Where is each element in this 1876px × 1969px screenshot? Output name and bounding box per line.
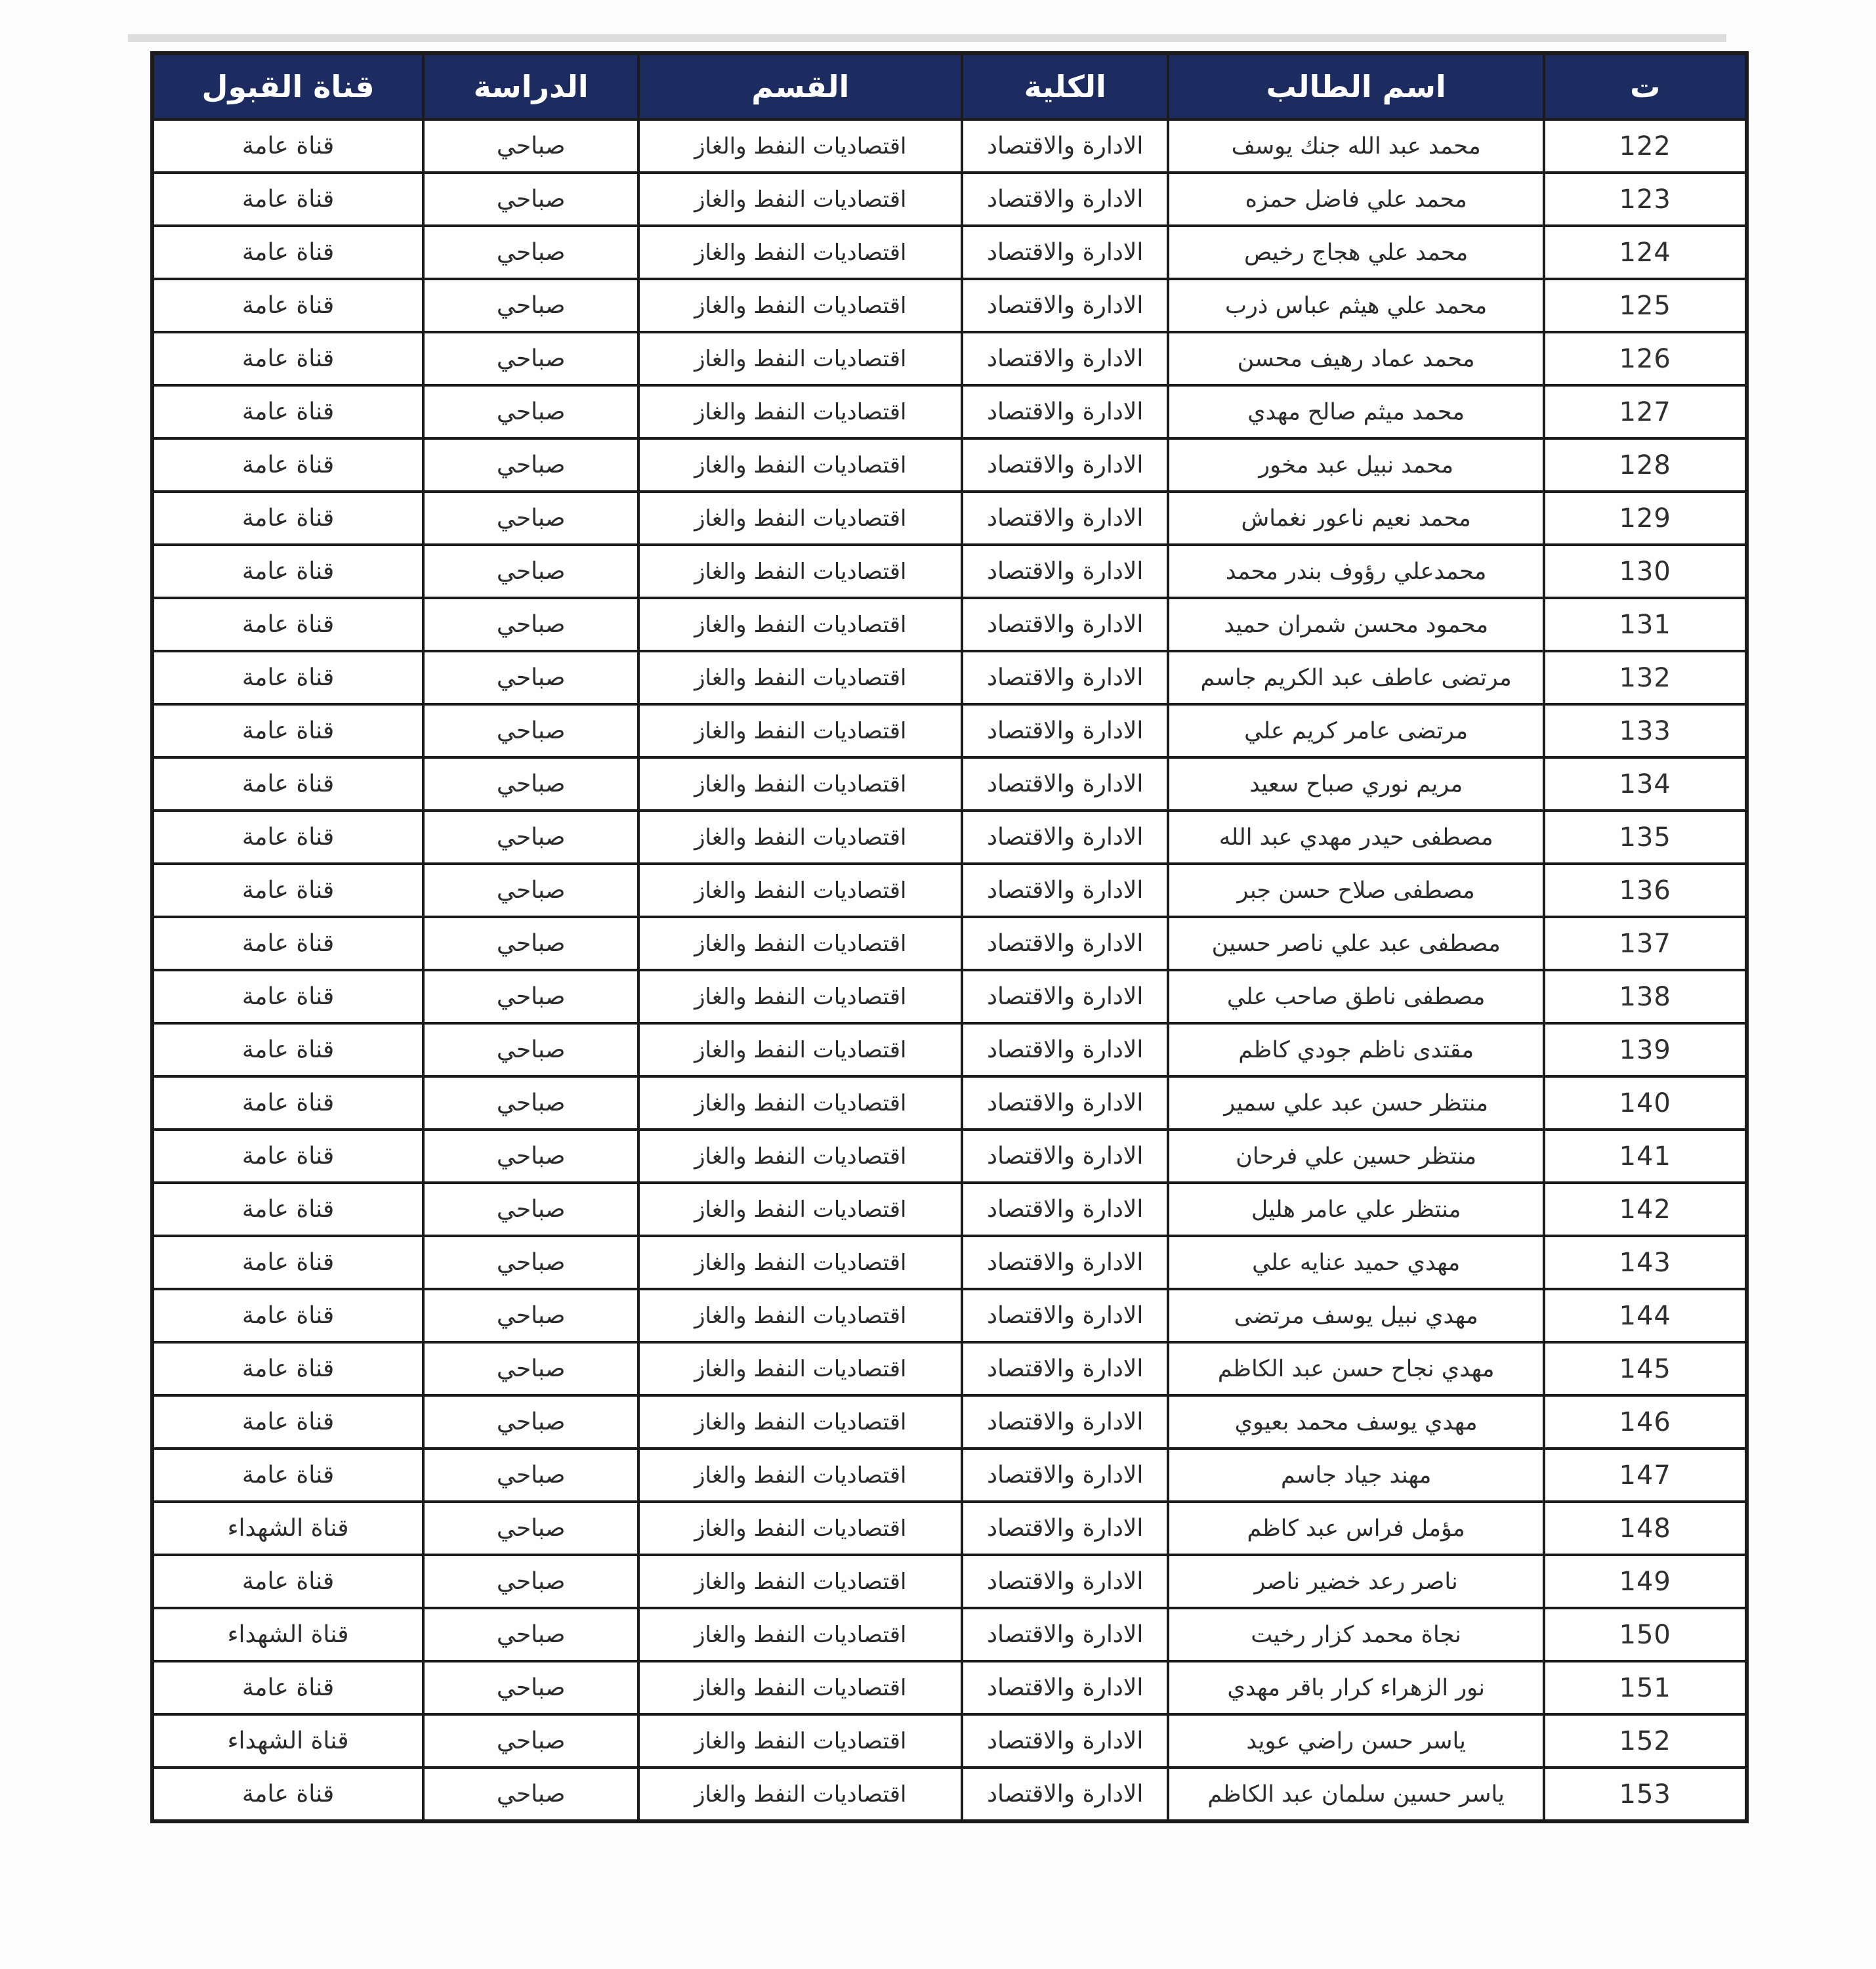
cell-college: الادارة والاقتصاد [962,1449,1167,1502]
cell-channel: قناة عامة [152,811,423,864]
cell-no: 133 [1544,704,1747,757]
header-cell-no: ت [1544,53,1747,119]
cell-dept: اقتصاديات النفط والغاز [638,1342,962,1395]
cell-no: 129 [1544,492,1747,545]
cell-study: صباحي [423,1236,638,1289]
cell-college: الادارة والاقتصاد [962,1555,1167,1608]
table-row [152,119,1747,173]
cell-channel: قناة عامة [152,1449,423,1502]
cell-name: ياسر حسين سلمان عبد الكاظم [1168,1768,1544,1821]
cell-dept: اقتصاديات النفط والغاز [638,864,962,917]
cell-college: الادارة والاقتصاد [962,917,1167,970]
cell-no: 143 [1544,1236,1747,1289]
cell-college: الادارة والاقتصاد [962,757,1167,811]
cell-dept: اقتصاديات النفط والغاز [638,492,962,545]
cell-no: 127 [1544,385,1747,438]
cell-no: 151 [1544,1661,1747,1714]
cell-name: محمد نبيل عبد مخور [1168,438,1544,492]
cell-channel: قناة عامة [152,492,423,545]
table-row [152,1130,1747,1183]
cell-college: الادارة والاقتصاد [962,1183,1167,1236]
cell-study: صباحي [423,1555,638,1608]
cell-name: مصطفى عبد علي ناصر حسين [1168,917,1544,970]
cell-channel: قناة عامة [152,119,423,173]
cell-college: الادارة والاقتصاد [962,1395,1167,1449]
table-row [152,1661,1747,1714]
cell-channel: قناة عامة [152,917,423,970]
cell-dept: اقتصاديات النفط والغاز [638,226,962,279]
cell-dept: اقتصاديات النفط والغاز [638,1023,962,1076]
cell-channel: قناة عامة [152,545,423,598]
cell-name: محمد عماد رهيف محسن [1168,332,1544,385]
table-row [152,811,1747,864]
cell-study: صباحي [423,226,638,279]
cell-name: مريم نوري صباح سعيد [1168,757,1544,811]
cell-study: صباحي [423,651,638,704]
cell-study: صباحي [423,545,638,598]
cell-no: 131 [1544,598,1747,651]
cell-college: الادارة والاقتصاد [962,651,1167,704]
table-row [152,970,1747,1023]
cell-study: صباحي [423,1342,638,1395]
cell-study: صباحي [423,970,638,1023]
cell-dept: اقتصاديات النفط والغاز [638,1608,962,1661]
cell-study: صباحي [423,1130,638,1183]
cell-college: الادارة والاقتصاد [962,1130,1167,1183]
cell-channel: قناة عامة [152,598,423,651]
cell-dept: اقتصاديات النفط والغاز [638,1236,962,1289]
cell-name: مهند جياد جاسم [1168,1449,1544,1502]
cell-study: صباحي [423,811,638,864]
cell-no: 140 [1544,1076,1747,1130]
cell-dept: اقتصاديات النفط والغاز [638,1661,962,1714]
cell-college: الادارة والاقتصاد [962,1502,1167,1555]
cell-no: 137 [1544,917,1747,970]
cell-study: صباحي [423,598,638,651]
cell-study: صباحي [423,279,638,332]
table-row [152,332,1747,385]
table-row [152,1342,1747,1395]
table-row [152,1183,1747,1236]
cell-college: الادارة والاقتصاد [962,1023,1167,1076]
cell-study: صباحي [423,492,638,545]
cell-college: الادارة والاقتصاد [962,173,1167,226]
cell-dept: اقتصاديات النفط والغاز [638,651,962,704]
cell-college: الادارة والاقتصاد [962,332,1167,385]
cell-name: محمدعلي رؤوف بندر محمد [1168,545,1544,598]
cell-name: محمود محسن شمران حميد [1168,598,1544,651]
cell-channel: قناة عامة [152,1661,423,1714]
cell-college: الادارة والاقتصاد [962,119,1167,173]
cell-no: 149 [1544,1555,1747,1608]
table-row [152,1714,1747,1768]
cell-no: 124 [1544,226,1747,279]
cell-name: ياسر حسن راضي عويد [1168,1714,1544,1768]
cell-name: منتظر حسن عبد علي سمير [1168,1076,1544,1130]
cell-dept: اقتصاديات النفط والغاز [638,438,962,492]
cell-college: الادارة والاقتصاد [962,811,1167,864]
cell-name: مهدي نبيل يوسف مرتضى [1168,1289,1544,1342]
cell-college: الادارة والاقتصاد [962,385,1167,438]
cell-name: محمد علي هيثم عباس ذرب [1168,279,1544,332]
cell-channel: قناة عامة [152,385,423,438]
cell-channel: قناة عامة [152,1076,423,1130]
cell-college: الادارة والاقتصاد [962,226,1167,279]
cell-study: صباحي [423,1714,638,1768]
scan-shadow-strip [128,34,1726,42]
cell-name: محمد علي فاضل حمزه [1168,173,1544,226]
header-cell-dept: القسم [638,53,962,119]
cell-dept: اقتصاديات النفط والغاز [638,1183,962,1236]
cell-channel: قناة عامة [152,1130,423,1183]
cell-study: صباحي [423,704,638,757]
cell-channel: قناة عامة [152,864,423,917]
cell-college: الادارة والاقتصاد [962,704,1167,757]
cell-name: مهدي حميد عنايه علي [1168,1236,1544,1289]
table-row [152,1076,1747,1130]
cell-dept: اقتصاديات النفط والغاز [638,1395,962,1449]
cell-channel: قناة عامة [152,651,423,704]
cell-dept: اقتصاديات النفط والغاز [638,811,962,864]
cell-study: صباحي [423,385,638,438]
cell-name: مصطفى صلاح حسن جبر [1168,864,1544,917]
cell-no: 153 [1544,1768,1747,1821]
table-row [152,1289,1747,1342]
cell-channel: قناة عامة [152,757,423,811]
cell-dept: اقتصاديات النفط والغاز [638,1076,962,1130]
table-row [152,917,1747,970]
cell-dept: اقتصاديات النفط والغاز [638,385,962,438]
table-head [152,53,1747,119]
cell-no: 136 [1544,864,1747,917]
table-row [152,651,1747,704]
cell-no: 134 [1544,757,1747,811]
table-row [152,279,1747,332]
cell-college: الادارة والاقتصاد [962,492,1167,545]
cell-channel: قناة عامة [152,1555,423,1608]
cell-study: صباحي [423,1608,638,1661]
cell-college: الادارة والاقتصاد [962,438,1167,492]
table-row [152,598,1747,651]
cell-no: 152 [1544,1714,1747,1768]
table-row [152,226,1747,279]
cell-study: صباحي [423,1395,638,1449]
cell-name: نور الزهراء كرار باقر مهدي [1168,1661,1544,1714]
student-admission-table [150,51,1749,1823]
table-row [152,864,1747,917]
cell-college: الادارة والاقتصاد [962,1608,1167,1661]
table-body [152,119,1747,1821]
table-row [152,1449,1747,1502]
cell-no: 122 [1544,119,1747,173]
table-row [152,1608,1747,1661]
cell-name: مهدي يوسف محمد بعيوي [1168,1395,1544,1449]
cell-study: صباحي [423,864,638,917]
cell-channel: قناة عامة [152,438,423,492]
cell-name: محمد ميثم صالح مهدي [1168,385,1544,438]
cell-channel: قناة الشهداء [152,1608,423,1661]
table-row [152,1502,1747,1555]
cell-name: محمد نعيم ناعور نغماش [1168,492,1544,545]
cell-channel: قناة عامة [152,1289,423,1342]
cell-dept: اقتصاديات النفط والغاز [638,173,962,226]
cell-no: 130 [1544,545,1747,598]
cell-college: الادارة والاقتصاد [962,598,1167,651]
cell-study: صباحي [423,917,638,970]
table-header-row [152,53,1747,119]
cell-college: الادارة والاقتصاد [962,1289,1167,1342]
cell-dept: اقتصاديات النفط والغاز [638,1768,962,1821]
cell-channel: قناة عامة [152,704,423,757]
cell-dept: اقتصاديات النفط والغاز [638,1449,962,1502]
cell-no: 138 [1544,970,1747,1023]
cell-dept: اقتصاديات النفط والغاز [638,704,962,757]
table-row [152,1395,1747,1449]
cell-name: مهدي نجاح حسن عبد الكاظم [1168,1342,1544,1395]
cell-name: نجاة محمد كزار رخيت [1168,1608,1544,1661]
cell-dept: اقتصاديات النفط والغاز [638,1289,962,1342]
cell-channel: قناة الشهداء [152,1502,423,1555]
cell-study: صباحي [423,1023,638,1076]
cell-college: الادارة والاقتصاد [962,1661,1167,1714]
cell-no: 135 [1544,811,1747,864]
cell-channel: قناة عامة [152,332,423,385]
cell-no: 139 [1544,1023,1747,1076]
cell-dept: اقتصاديات النفط والغاز [638,1502,962,1555]
header-cell-channel: قناة القبول [152,53,423,119]
header-cell-college: الكلية [962,53,1167,119]
cell-channel: قناة عامة [152,279,423,332]
cell-name: محمد عبد الله جنك يوسف [1168,119,1544,173]
cell-dept: اقتصاديات النفط والغاز [638,1555,962,1608]
table-row [152,757,1747,811]
cell-no: 125 [1544,279,1747,332]
cell-name: مصطفى ناطق صاحب علي [1168,970,1544,1023]
cell-dept: اقتصاديات النفط والغاز [638,1130,962,1183]
cell-channel: قناة عامة [152,970,423,1023]
cell-channel: قناة عامة [152,173,423,226]
cell-dept: اقتصاديات النفط والغاز [638,1714,962,1768]
cell-study: صباحي [423,1502,638,1555]
cell-study: صباحي [423,332,638,385]
cell-dept: اقتصاديات النفط والغاز [638,970,962,1023]
table-row [152,1023,1747,1076]
cell-study: صباحي [423,1183,638,1236]
cell-college: الادارة والاقتصاد [962,1714,1167,1768]
table-row [152,704,1747,757]
cell-study: صباحي [423,173,638,226]
cell-channel: قناة عامة [152,1023,423,1076]
cell-college: الادارة والاقتصاد [962,1236,1167,1289]
cell-channel: قناة عامة [152,1236,423,1289]
cell-college: الادارة والاقتصاد [962,279,1167,332]
header-cell-name: اسم الطالب [1168,53,1544,119]
table-row [152,545,1747,598]
cell-no: 128 [1544,438,1747,492]
cell-no: 126 [1544,332,1747,385]
cell-college: الادارة والاقتصاد [962,1768,1167,1821]
cell-dept: اقتصاديات النفط والغاز [638,757,962,811]
cell-dept: اقتصاديات النفط والغاز [638,332,962,385]
cell-college: الادارة والاقتصاد [962,1342,1167,1395]
cell-study: صباحي [423,1661,638,1714]
cell-no: 146 [1544,1395,1747,1449]
cell-study: صباحي [423,1289,638,1342]
table-row [152,1768,1747,1821]
cell-name: منتظر حسين علي فرحان [1168,1130,1544,1183]
cell-no: 150 [1544,1608,1747,1661]
cell-name: مصطفى حيدر مهدي عبد الله [1168,811,1544,864]
cell-dept: اقتصاديات النفط والغاز [638,598,962,651]
cell-study: صباحي [423,1076,638,1130]
cell-college: الادارة والاقتصاد [962,545,1167,598]
cell-dept: اقتصاديات النفط والغاز [638,279,962,332]
cell-channel: قناة الشهداء [152,1714,423,1768]
cell-study: صباحي [423,1449,638,1502]
cell-dept: اقتصاديات النفط والغاز [638,917,962,970]
cell-study: صباحي [423,1768,638,1821]
cell-study: صباحي [423,119,638,173]
cell-study: صباحي [423,438,638,492]
cell-channel: قناة عامة [152,1395,423,1449]
cell-channel: قناة عامة [152,1768,423,1821]
table-row [152,1236,1747,1289]
header-cell-study: الدراسة [423,53,638,119]
cell-no: 142 [1544,1183,1747,1236]
table-row [152,385,1747,438]
cell-channel: قناة عامة [152,226,423,279]
cell-name: مرتضى عاطف عبد الكريم جاسم [1168,651,1544,704]
cell-dept: اقتصاديات النفط والغاز [638,545,962,598]
table-row [152,492,1747,545]
cell-study: صباحي [423,757,638,811]
cell-dept: اقتصاديات النفط والغاز [638,119,962,173]
cell-channel: قناة عامة [152,1183,423,1236]
cell-channel: قناة عامة [152,1342,423,1395]
cell-no: 148 [1544,1502,1747,1555]
cell-college: الادارة والاقتصاد [962,970,1167,1023]
cell-no: 141 [1544,1130,1747,1183]
cell-name: ناصر رعد خضير ناصر [1168,1555,1544,1608]
cell-no: 144 [1544,1289,1747,1342]
table-row [152,438,1747,492]
cell-no: 145 [1544,1342,1747,1395]
cell-name: منتظر علي عامر هليل [1168,1183,1544,1236]
table-row [152,1555,1747,1608]
cell-name: محمد علي هجاج رخيص [1168,226,1544,279]
cell-no: 123 [1544,173,1747,226]
cell-name: مؤمل فراس عبد كاظم [1168,1502,1544,1555]
cell-college: الادارة والاقتصاد [962,1076,1167,1130]
table-row [152,173,1747,226]
cell-no: 147 [1544,1449,1747,1502]
cell-name: مرتضى عامر كريم علي [1168,704,1544,757]
cell-name: مقتدى ناظم جودي كاظم [1168,1023,1544,1076]
cell-no: 132 [1544,651,1747,704]
cell-college: الادارة والاقتصاد [962,864,1167,917]
